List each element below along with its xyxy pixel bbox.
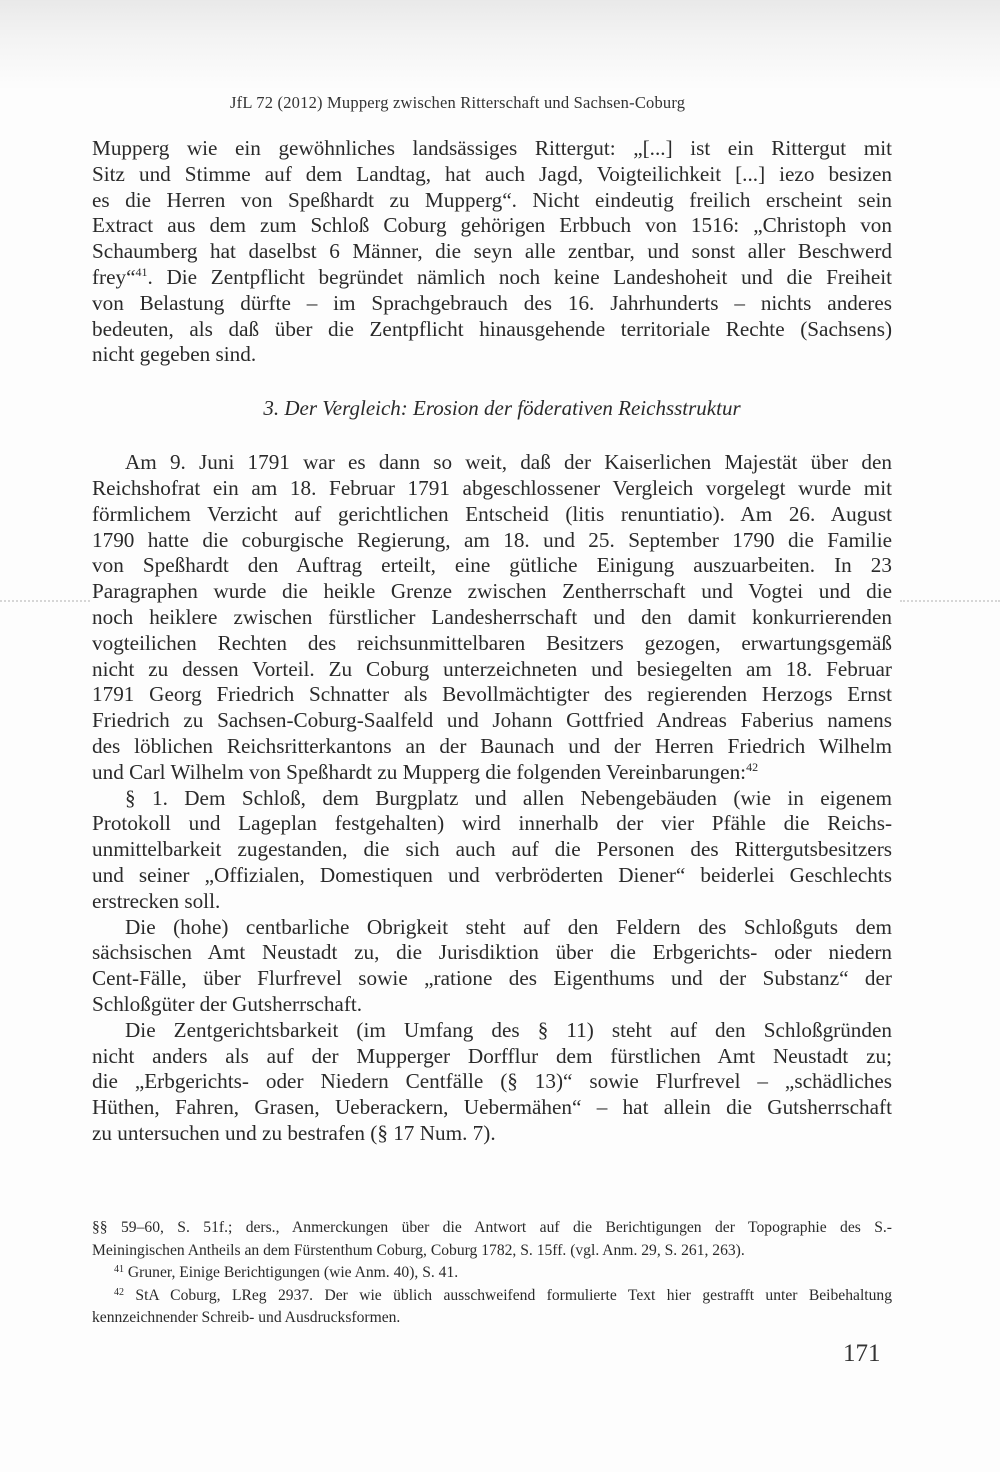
text-line: Cent-Fälle, über Flurfrevel sowie „ratione des Eigenthums und der Substanz“ der: [92, 966, 892, 991]
footnote-ref-42[interactable]: 42: [746, 759, 759, 774]
paragraph-2: [92, 450, 892, 785]
text-fragment: frey“: [92, 264, 136, 289]
text-line: des löblichen Reichsritterkantons an der Baunach und der Herren Friedrich Wilhelm: [92, 733, 892, 758]
footnote-42: [92, 1285, 892, 1308]
text-line: förmlichem Verzicht auf gerichtlichen Entscheid (litis renuntiatio). Am 26. August: [92, 501, 892, 526]
section-heading: 3. Der Vergleich: Erosion der föderativen Reichsstruktur: [263, 396, 741, 421]
footnote-ref-41[interactable]: 41: [135, 264, 148, 279]
scan-artifact-left: [0, 600, 90, 602]
text-line: Reichshofrat ein am 18. Februar 1791 abgeschlossener Vergleich vorgelegt wurde mit: [92, 475, 892, 500]
text-fragment: und Carl Wilhelm von Speßhardt zu Mupperg die folgenden Vereinbarungen:: [92, 759, 747, 784]
text-line: sächsischen Amt Neustadt zu, die Jurisdiktion über die Erbgerichts- oder niedern: [92, 940, 892, 965]
text-line: Schloßgüter der Gutsherrschaft.: [92, 991, 363, 1016]
text-line: nicht anders als auf der Mupperger Dorfflur dem fürstlichen Amt Neustadt zu;: [92, 1043, 892, 1068]
footnote-continued-line: Meiningischen Antheils an dem Fürstenthum Coburg, Coburg 1782, S. 15ff. (vgl. Anm. 29, S. 261, 263).: [92, 1241, 745, 1259]
body-text: [92, 136, 892, 1147]
footnote-text: StA Coburg, LReg 2937. Der wie üblich ausschweifend formulierte Text hier gestrafft unter Beibehaltung: [135, 1286, 892, 1304]
paragraph-5: [92, 1018, 892, 1147]
page-number: 171: [843, 1340, 881, 1367]
text-line-with-footnote: [92, 760, 892, 786]
text-line: und seiner „Offizialen, Domestiquen und verbröderten Diener“ beiderlei Geschlechts: [92, 862, 892, 887]
text-line: § 1. Dem Schloß, dem Burgplatz und allen Nebengebäuden (wie in eigenem: [125, 785, 892, 810]
scan-artifact-right: [900, 600, 1000, 602]
paragraph-1: [92, 136, 892, 368]
running-head: JfL 72 (2012) Mupperg zwischen Ritterschaft und Sachsen-Coburg: [230, 93, 686, 112]
text-line: Die Zentgerichtsbarkeit (im Umfang des § 11) steht auf den Schloßgründen: [125, 1017, 892, 1042]
paragraph-4: [92, 915, 892, 1018]
footnote-continued-line: §§ 59–60, S. 51f.; ders., Anmerckungen über die Antwort auf die Berichtigungen der Topographie des S.-: [92, 1219, 892, 1236]
text-line: Die (hohe) centbarliche Obrigkeit steht auf den Feldern des Schloßguts dem: [125, 914, 892, 939]
text-line: bedeuten, als daß über die Zentpflicht hinausgehende territoriale Rechte (Sachsens): [92, 316, 892, 341]
text-line: Mupperg wie ein gewöhnliches landsässiges Rittergut: „[...] ist ein Rittergut mit: [92, 136, 892, 160]
text-fragment: .: [147, 264, 167, 289]
text-line: 1791 Georg Friedrich Schnatter als Bevollmächtigter des regierenden Herzogs Ernst: [92, 682, 892, 707]
text-line: 1790 hatte die coburgische Regierung, am 18. und 25. September 1790 die Familie: [92, 527, 892, 552]
text-line: vogteilichen Rechten des reichsunmittelbaren Besitzers gezogen, erwartungsgemäß: [92, 630, 892, 655]
footnote-number-41: 41: [114, 1264, 124, 1275]
footnote-text: Gruner, Einige Berichtigungen (wie Anm. 40), S. 41.: [127, 1264, 459, 1281]
text-line: nicht zu dessen Vorteil. Zu Coburg unterzeichneten und besiegelten am 18. Februar: [92, 656, 892, 681]
text-line: unmittelbarkeit zugestanden, die sich auch auf die Personen des Rittergutsbesitzers: [92, 837, 892, 862]
text-line: zu untersuchen und zu bestrafen (§ 17 Num. 7).: [92, 1120, 496, 1145]
text-line: noch heiklere zwischen fürstlicher Landesherrschaft und den damit konkurrierenden: [92, 604, 892, 629]
text-line: von Speßhardt den Auftrag erteilt, eine gütliche Einigung auszuarbeiten. In 23: [92, 553, 892, 578]
text-line: Sitz und Stimme auf dem Landtag, hat auch Jagd, Voigteilichkeit [...] iezo besizen: [92, 161, 892, 186]
footnotes: [92, 1217, 892, 1330]
text-line: es die Herren von Speßhardt zu Mupperg“. Nicht eindeutig freilich erscheint sein: [92, 187, 892, 212]
scan-edge-shadow: [0, 0, 1000, 90]
text-line: von Belastung dürfte – im Sprachgebrauch des 16. Jahrhunderts – nichts anderes: [92, 290, 892, 315]
text-line: nicht gegeben sind.: [92, 342, 257, 367]
text-fragment: Die Zentpflicht begründet nämlich noch keine Landeshoheit und die Freiheit: [166, 264, 892, 289]
footnote-number-42: 42: [114, 1286, 124, 1298]
text-line: Schaumberg hat daselbst 6 Männer, die seyn alle zentbar, und sonst aller Beschwerd: [92, 239, 892, 264]
text-line: Extract aus dem zum Schloß Coburg gehörigen Erbbuch von 1516: „Christoph von: [92, 213, 892, 238]
text-line: Hüthen, Fahren, Grasen, Ueberackern, Uebermähen“ – hat allein die Gutsherrschaft: [92, 1095, 892, 1120]
text-line: Friedrich zu Sachsen-Coburg-Saalfeld und Johann Gottfried Andreas Faberius namens: [92, 708, 892, 733]
footnote-42-continued: kennzeichnender Schreib- und Ausdrucksformen.: [92, 1309, 401, 1326]
footnote-41: [92, 1262, 892, 1285]
text-line: Paragraphen wurde die heikle Grenze zwischen Zentherrschaft und Vogtei und die: [92, 579, 892, 604]
text-line-with-footnote: [92, 265, 892, 291]
text-line: erstrecken soll.: [92, 888, 221, 913]
text-line: Protokoll und Lageplan festgehalten) wird innerhalb der vier Pfähle die Reichs-: [92, 811, 892, 836]
text-line: Am 9. Juni 1791 war es dann so weit, daß der Kaiserlichen Majestät über den: [125, 450, 892, 475]
paragraph-3: [92, 786, 892, 915]
text-line: die „Erbgerichts- oder Niedern Centfälle (§ 13)“ sowie Flurfrevel – „schädliches: [92, 1069, 892, 1094]
